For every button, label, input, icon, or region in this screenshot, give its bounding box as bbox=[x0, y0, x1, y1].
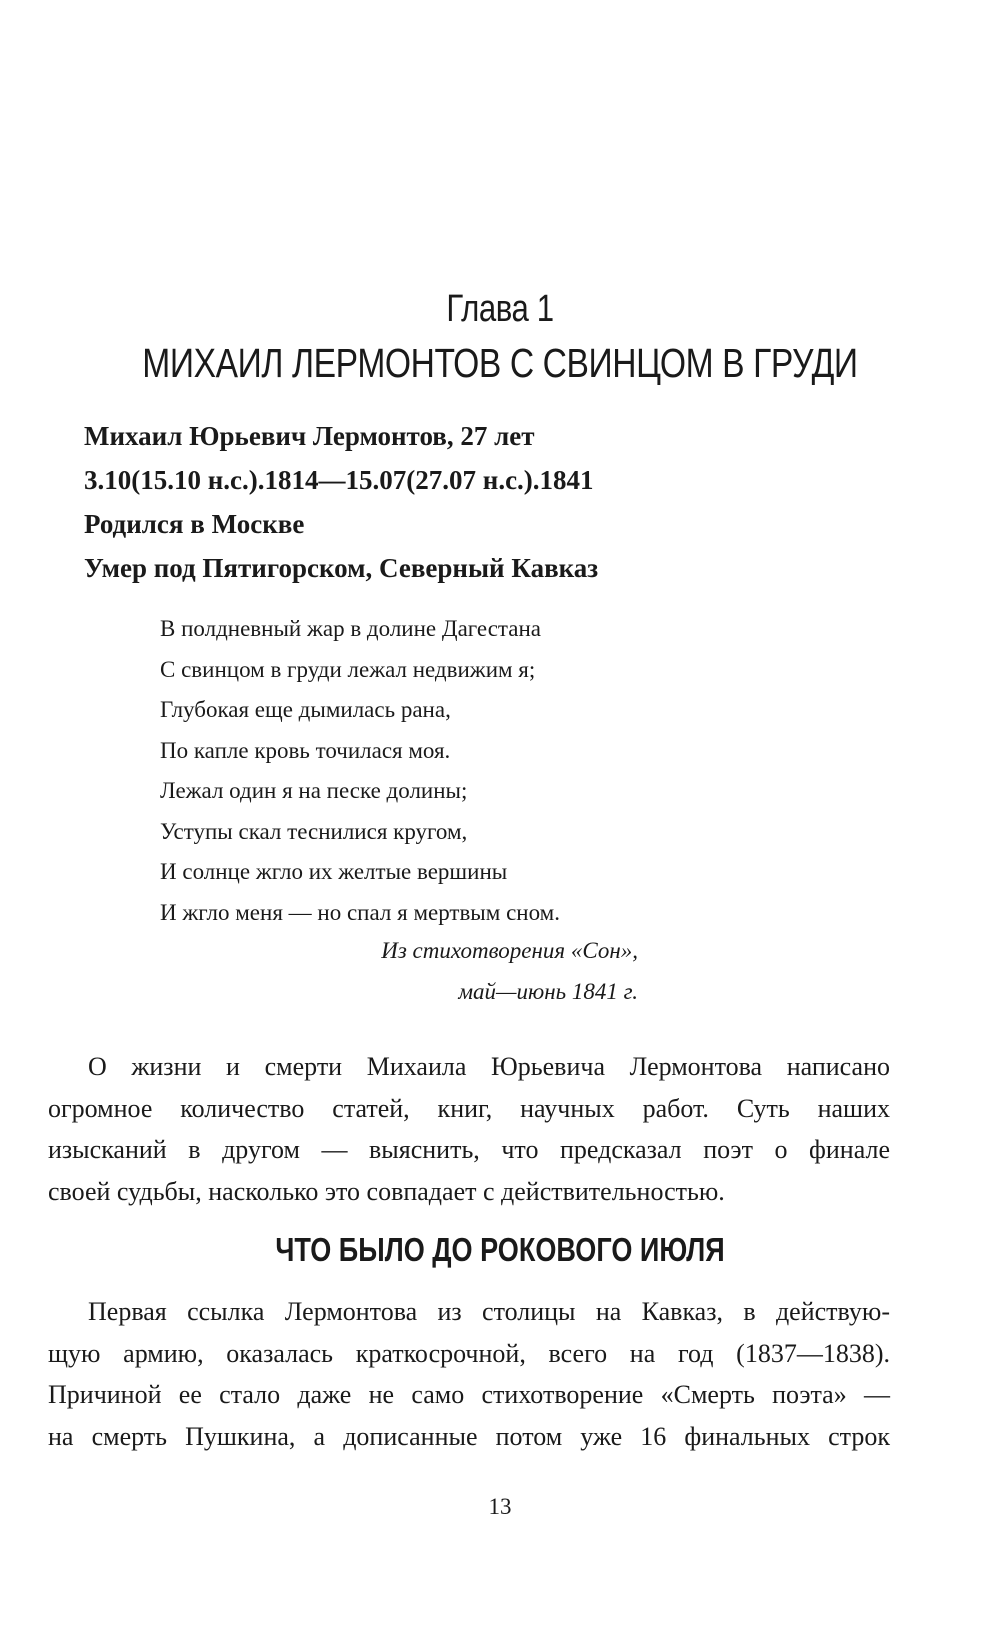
paragraph-line: своей судьбы, насколько это совпадает с действительностью. bbox=[48, 1176, 725, 1206]
poem-line: С свинцом в груди лежал недвижим я; bbox=[160, 656, 536, 682]
poem-line: Лежал один я на песке долины; bbox=[160, 778, 468, 803]
poem-line: И жгло меня — но спал я мертвым сном. bbox=[160, 899, 560, 925]
poem-line: По капле кровь точилася моя. bbox=[160, 737, 451, 763]
paragraph-line: О жизни и смерти Михаила Юрьевича Лермонтова написано bbox=[88, 1052, 890, 1081]
poem-line: Глубокая еще дымилась рана, bbox=[160, 697, 451, 722]
paragraph-line: Причиной ее стало даже не само стихотворение «Смерть поэта» — bbox=[48, 1380, 890, 1409]
chapter-title: МИХАИЛ ЛЕРМОНТОВ С СВИНЦОМ В ГРУДИ bbox=[142, 340, 858, 386]
bio-name-age: Михаил Юрьевич Лермонтов, 27 лет bbox=[84, 421, 535, 451]
poem-line: Уступы скал теснилися кругом, bbox=[160, 818, 468, 844]
paragraph-line: огромное количество статей, книг, научных работ. Суть наших bbox=[48, 1093, 890, 1123]
intro-paragraph bbox=[48, 1046, 890, 1212]
paragraph-line: щую армию, оказалась краткосрочной, всего на год (1837—1838). bbox=[48, 1338, 890, 1368]
poem-attribution bbox=[160, 930, 638, 1012]
paragraph-line: Первая ссылка Лермонтова из столицы на Кавказ, в действую- bbox=[88, 1297, 890, 1326]
page-number: 13 bbox=[488, 1494, 512, 1519]
bio-block bbox=[84, 414, 598, 590]
poem-source-title: Из стихотворения «Сон», bbox=[381, 938, 638, 963]
section-paragraph bbox=[48, 1291, 890, 1457]
poem-source-date: май—июнь 1841 г. bbox=[458, 979, 638, 1004]
chapter-label: Глава 1 bbox=[446, 288, 554, 330]
poem-epigraph bbox=[160, 609, 560, 933]
paragraph-line: изысканий в другом — выяснить, что предсказал поэт о финале bbox=[48, 1135, 890, 1164]
bio-dates: 3.10(15.10 н.с.).1814—15.07(27.07 н.с.).1841 bbox=[84, 465, 594, 495]
paragraph-line: на смерть Пушкина, а дописанные потом уже 16 финальных строк bbox=[48, 1421, 890, 1451]
bio-died: Умер под Пятигорском, Северный Кавказ bbox=[84, 553, 599, 583]
bio-born: Родился в Москве bbox=[84, 509, 305, 539]
poem-line: И солнце жгло их желтые вершины bbox=[160, 859, 508, 884]
section-heading: ЧТО БЫЛО ДО РОКОВОГО ИЮЛЯ bbox=[275, 1231, 725, 1268]
poem-line: В полдневный жар в долине Дагестана bbox=[160, 616, 541, 641]
